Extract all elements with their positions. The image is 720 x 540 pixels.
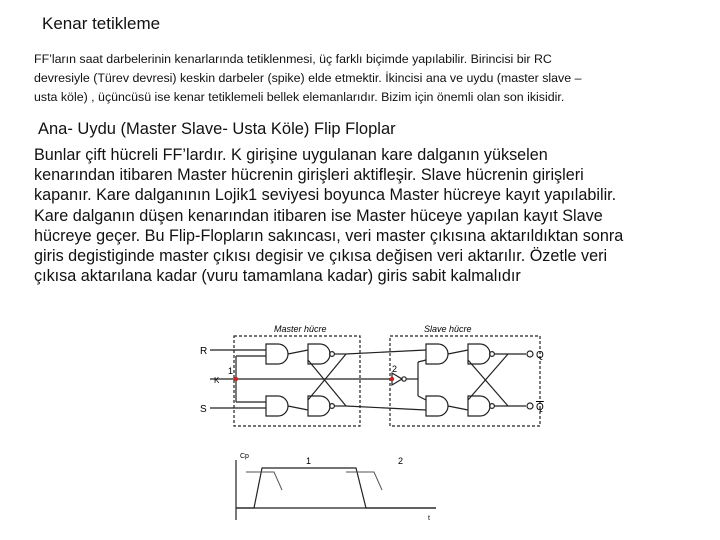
node-dot-2	[390, 377, 394, 381]
timing-axis-label: Cp	[240, 453, 249, 460]
output-q-label: Q	[536, 350, 544, 361]
intro-line: usta köle) , üçüncüsü ise kenar tetiklemeli bellek elemanlarıdır. Bizim için önemli olan son ikisidir.	[34, 90, 565, 104]
time-label: t	[428, 515, 430, 522]
master-latch-top	[308, 344, 330, 364]
output-q-bar-label: Q	[536, 402, 544, 413]
input-r-label: R	[200, 346, 208, 357]
input-k-label: K	[214, 376, 220, 385]
intro-line: FF’ların saat darbelerinin kenarlarında tetiklenmesi, üç farklı biçimde yapılabilir. Birincisi bir RC	[34, 52, 552, 66]
body-line: Kare dalganın düşen kenarından itibaren ise Master hüceye yapılan kayıt Slave	[34, 206, 603, 225]
slave-cell-box	[390, 336, 540, 426]
input-s-label: S	[200, 404, 207, 415]
body-paragraph	[34, 145, 704, 286]
body-line: Bunlar çift hücreli FF’lardır. K girişine uygulanan kare dalganın yükselen	[34, 146, 548, 164]
master-gate-bottom	[266, 396, 288, 416]
master-label: Master hücre	[274, 324, 327, 334]
circuit-diagram	[196, 322, 566, 532]
slave-gate-top	[426, 344, 448, 364]
body-line: giris degistiginde master çıkısı degisir ve çıkısa değisen veri aktarılır. Özetle veri	[34, 247, 608, 266]
node-1-label: 1	[228, 366, 234, 376]
node-dot-1	[234, 377, 238, 381]
timing-mark-1: 1	[306, 456, 312, 466]
transition-lines-1	[246, 472, 282, 490]
body-line: hücreye geçer. Bu Flip-Flopların sakıncası, veri master çıkısına aktarıldıktan sonra	[34, 226, 624, 245]
slave-latch-top	[468, 344, 490, 364]
section-subtitle: Ana- Uydu (Master Slave- Usta Köle) Flip Floplar	[38, 120, 396, 138]
intro-paragraph	[34, 50, 694, 107]
master-latch-bottom	[308, 396, 330, 416]
timing-mark-2: 2	[398, 456, 404, 466]
master-gate-top	[266, 344, 288, 364]
intro-line: devresiyle (Türev devresi) keskin darbeler (spike) elde etmektir. İkincisi ana ve uydu (master slave –	[34, 71, 582, 85]
body-line: çıkısa aktarılana kadar (vuru tamamlana kadar) giris sabit kalmalıdır	[34, 267, 521, 286]
body-line: kenarından itibaren Master hücrenin girişleri aktifleşir. Slave hücrenin girişleri	[34, 166, 584, 185]
transition-lines-2	[346, 472, 382, 490]
slave-latch-bottom	[468, 396, 490, 416]
slave-gate-bottom	[426, 396, 448, 416]
node-2-label: 2	[392, 364, 398, 374]
slide-title: Kenar tetikleme	[42, 14, 161, 33]
clock-waveform	[236, 468, 436, 508]
slave-label: Slave hücre	[424, 324, 472, 334]
master-slave-figure	[196, 322, 566, 532]
body-line: kapanır. Kare dalganının Lojik1 seviyesi boyunca Master hücreye kayıt yapılabilir.	[34, 186, 617, 205]
